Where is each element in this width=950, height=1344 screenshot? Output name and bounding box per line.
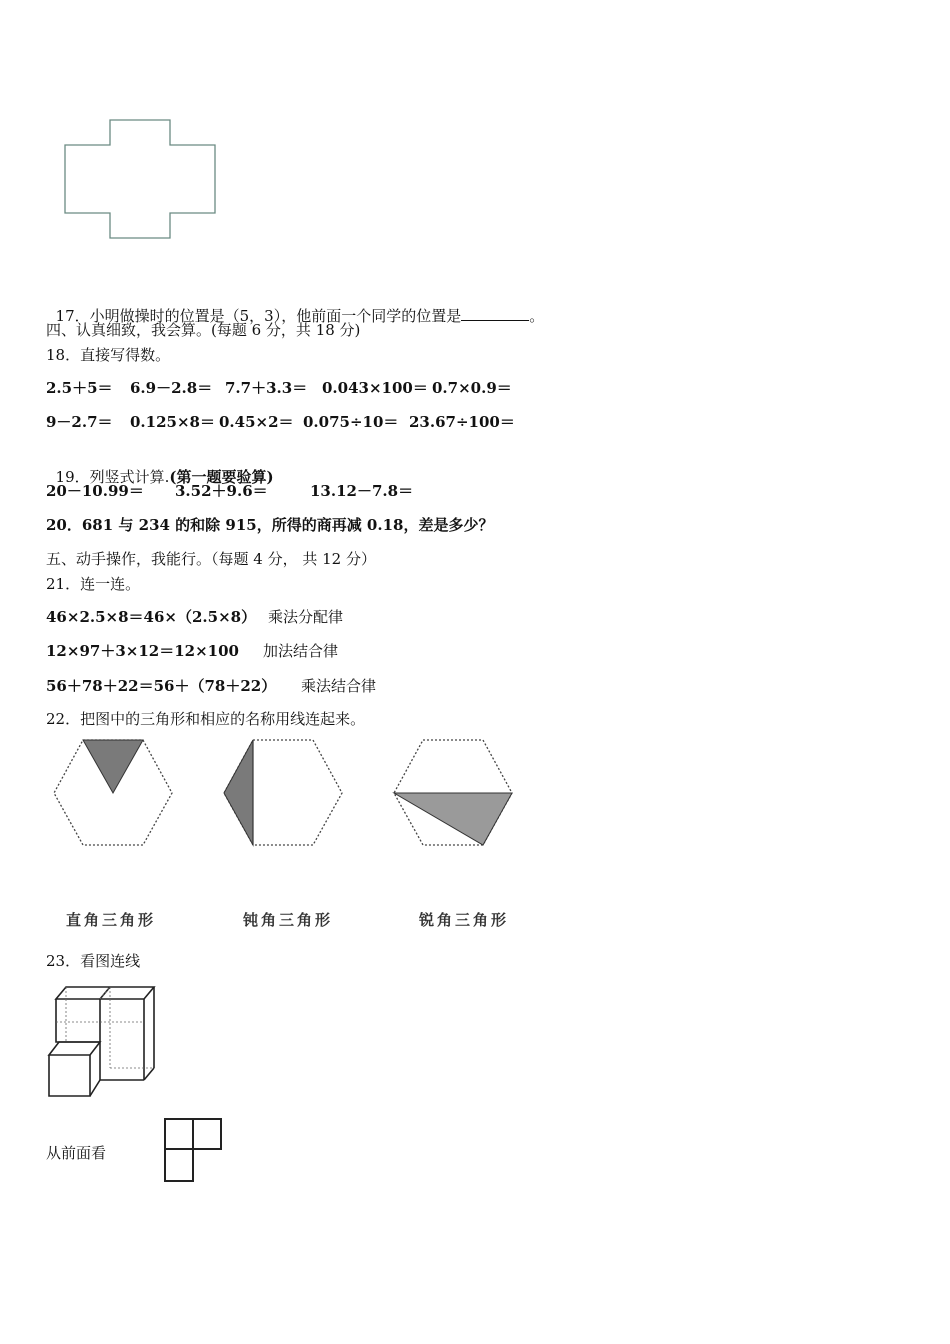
calc-item: 9－2.7＝ <box>46 413 113 431</box>
hexagon-figure-1 <box>50 738 176 848</box>
shaded-triangle <box>83 740 143 793</box>
question-21-title: 21．连一连。 <box>46 575 141 593</box>
calc-item: 13.12－7.8＝ <box>310 482 414 500</box>
cross-shape-figure <box>60 115 220 245</box>
calc-item: 7.7＋3.3＝ <box>225 379 308 397</box>
front-view-figure <box>162 1116 226 1186</box>
shaded-triangle <box>394 793 512 845</box>
calc-item: 0.075÷10＝ <box>303 413 399 431</box>
law-right: 加法结合律 <box>263 642 339 660</box>
law-right: 乘法结合律 <box>301 677 377 695</box>
section-4-heading: 四、认真细致，我会算。(每题 6 分，共 18 分) <box>46 321 361 339</box>
answer-blank[interactable] <box>461 306 529 321</box>
calc-item: 3.52＋9.6＝ <box>175 482 268 500</box>
calc-item: 0.043×100＝ <box>322 379 428 397</box>
triangle-label: 钝角三角形 <box>243 911 334 929</box>
shaded-triangle <box>224 740 253 845</box>
calc-item: 23.67÷100＝ <box>409 413 515 431</box>
equation-left: 56＋78＋22＝56＋（78＋22） <box>46 677 277 695</box>
question-18-title: 18．直接写得数。 <box>46 346 171 364</box>
equation-left: 46×2.5×8＝46×（2.5×8） <box>46 608 257 626</box>
question-19-text: 19．列竖式计算. <box>55 468 170 486</box>
equation-left: 12×97＋3×12＝12×100 <box>46 642 239 660</box>
view-label: 从前面看 <box>46 1144 107 1162</box>
triangle-label: 直角三角形 <box>66 911 157 929</box>
question-19-note: (第一题要验算) <box>169 468 274 486</box>
section-5-heading: 五、动手操作，我能行。（每题 4 分， 共 12 分） <box>46 550 376 568</box>
question-23-title: 23．看图连线 <box>46 952 141 970</box>
question-17-end: 。 <box>529 307 545 325</box>
calc-item: 20－10.99＝ <box>46 482 144 500</box>
question-22-title: 22．把图中的三角形和相应的名称用线连起来。 <box>46 710 366 728</box>
calc-item: 6.9－2.8＝ <box>130 379 213 397</box>
calc-item: 0.45×2＝ <box>219 413 294 431</box>
hexagon-figure-3 <box>390 738 516 848</box>
calc-item: 0.125×8＝ <box>130 413 215 431</box>
hexagon-figure-2 <box>220 738 346 848</box>
triangle-label: 锐角三角形 <box>419 911 510 929</box>
law-right: 乘法分配律 <box>268 608 344 626</box>
cube-stack-figure <box>44 982 159 1102</box>
calc-item: 2.5＋5＝ <box>46 379 113 397</box>
question-20: 20．681 与 234 的和除 915，所得的商再减 0.18，差是多少？ <box>46 516 494 534</box>
calc-item: 0.7×0.9＝ <box>432 379 512 397</box>
question-17-text: 17．小明做操时的位置是（5，3），他前面一个同学的位置是 <box>55 307 462 325</box>
